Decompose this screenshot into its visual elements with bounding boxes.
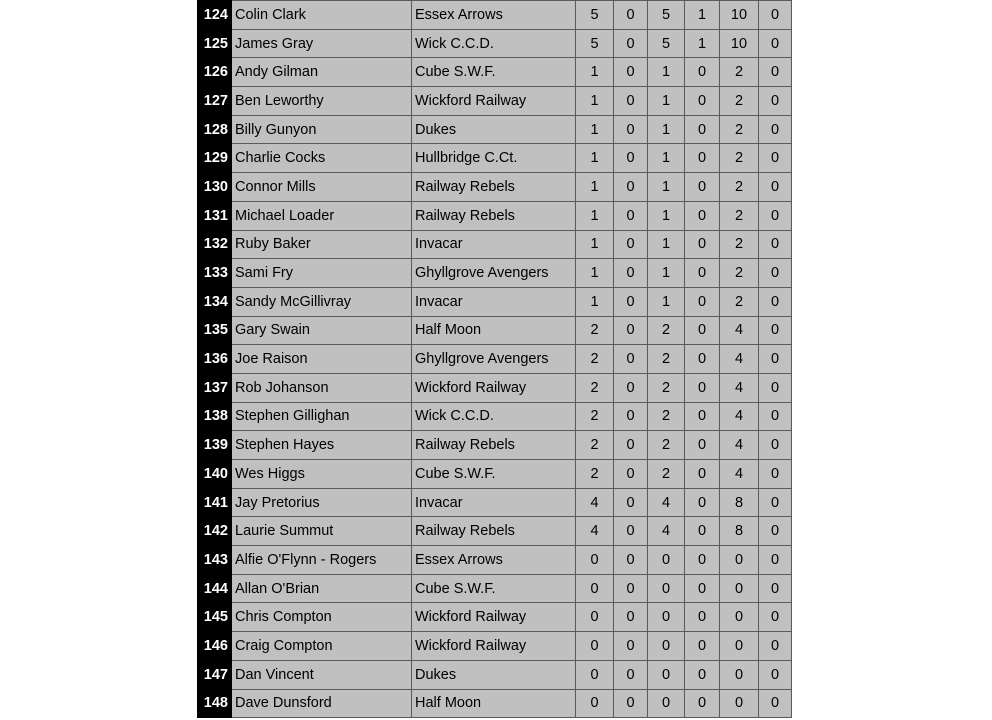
stat-cell-3[interactable]: 2 bbox=[648, 316, 685, 345]
stat-cell-3[interactable]: 1 bbox=[648, 259, 685, 288]
table-row bbox=[198, 58, 792, 87]
player-name-cell[interactable]: Chris Compton bbox=[232, 603, 412, 632]
rank-cell[interactable]: 144 bbox=[198, 574, 232, 603]
stat-cell-3[interactable]: 4 bbox=[648, 517, 685, 546]
stat-cell-1[interactable]: 1 bbox=[576, 173, 614, 202]
player-name-cell[interactable]: Colin Clark bbox=[232, 1, 412, 30]
stat-cell-2[interactable]: 0 bbox=[614, 345, 648, 374]
stat-cell-4[interactable]: 0 bbox=[685, 603, 720, 632]
player-name-cell[interactable]: Billy Gunyon bbox=[232, 115, 412, 144]
stat-cell-4[interactable]: 0 bbox=[685, 431, 720, 460]
stat-cell-5[interactable]: 2 bbox=[720, 173, 759, 202]
table-row bbox=[198, 431, 792, 460]
team-name-cell[interactable]: Wickford Railway bbox=[412, 603, 576, 632]
stat-cell-6[interactable]: 0 bbox=[759, 660, 792, 689]
rank-cell[interactable]: 127 bbox=[198, 87, 232, 116]
stat-cell-4[interactable]: 0 bbox=[685, 259, 720, 288]
stat-cell-3[interactable]: 0 bbox=[648, 574, 685, 603]
team-name-cell[interactable]: Invacar bbox=[412, 230, 576, 259]
rank-cell[interactable]: 145 bbox=[198, 603, 232, 632]
team-name-cell[interactable]: Essex Arrows bbox=[412, 1, 576, 30]
rank-cell[interactable]: 135 bbox=[198, 316, 232, 345]
rank-cell[interactable]: 128 bbox=[198, 115, 232, 144]
stat-cell-1[interactable]: 4 bbox=[576, 488, 614, 517]
stat-cell-4[interactable]: 0 bbox=[685, 144, 720, 173]
rank-cell[interactable]: 129 bbox=[198, 144, 232, 173]
stat-cell-4[interactable]: 0 bbox=[685, 230, 720, 259]
stat-cell-6[interactable]: 0 bbox=[759, 488, 792, 517]
stat-cell-1[interactable]: 1 bbox=[576, 230, 614, 259]
stat-cell-2[interactable]: 0 bbox=[614, 517, 648, 546]
stat-cell-2[interactable]: 0 bbox=[614, 373, 648, 402]
player-name-cell[interactable]: Dave Dunsford bbox=[232, 689, 412, 718]
rank-cell[interactable]: 126 bbox=[198, 58, 232, 87]
stat-cell-5[interactable]: 2 bbox=[720, 58, 759, 87]
rank-cell[interactable]: 140 bbox=[198, 460, 232, 489]
stat-cell-4[interactable]: 0 bbox=[685, 460, 720, 489]
stat-cell-2[interactable]: 0 bbox=[614, 603, 648, 632]
team-name-cell[interactable]: Railway Rebels bbox=[412, 431, 576, 460]
stat-cell-3[interactable]: 0 bbox=[648, 660, 685, 689]
stat-cell-5[interactable]: 0 bbox=[720, 574, 759, 603]
stat-cell-4[interactable]: 0 bbox=[685, 546, 720, 575]
rank-cell[interactable]: 124 bbox=[198, 1, 232, 30]
stat-cell-1[interactable]: 2 bbox=[576, 373, 614, 402]
stat-cell-3[interactable]: 2 bbox=[648, 402, 685, 431]
stat-cell-2[interactable]: 0 bbox=[614, 402, 648, 431]
stat-cell-2[interactable]: 0 bbox=[614, 230, 648, 259]
stat-cell-2[interactable]: 0 bbox=[614, 660, 648, 689]
stat-cell-6[interactable]: 0 bbox=[759, 230, 792, 259]
stat-cell-2[interactable]: 0 bbox=[614, 87, 648, 116]
stat-cell-5[interactable]: 4 bbox=[720, 402, 759, 431]
stat-cell-1[interactable]: 0 bbox=[576, 546, 614, 575]
stat-cell-3[interactable]: 1 bbox=[648, 201, 685, 230]
stat-cell-3[interactable]: 5 bbox=[648, 29, 685, 58]
stat-cell-1[interactable]: 1 bbox=[576, 144, 614, 173]
stat-cell-6[interactable]: 0 bbox=[759, 115, 792, 144]
table-row bbox=[198, 488, 792, 517]
stat-cell-6[interactable]: 0 bbox=[759, 632, 792, 661]
stat-cell-6[interactable]: 0 bbox=[759, 517, 792, 546]
stat-cell-2[interactable]: 0 bbox=[614, 574, 648, 603]
table-row bbox=[198, 460, 792, 489]
team-name-cell[interactable]: Ghyllgrove Avengers bbox=[412, 345, 576, 374]
stat-cell-3[interactable]: 1 bbox=[648, 173, 685, 202]
stat-cell-5[interactable]: 10 bbox=[720, 29, 759, 58]
stat-cell-4[interactable]: 0 bbox=[685, 287, 720, 316]
player-name-cell[interactable]: Stephen Hayes bbox=[232, 431, 412, 460]
stat-cell-3[interactable]: 1 bbox=[648, 144, 685, 173]
stat-cell-1[interactable]: 1 bbox=[576, 201, 614, 230]
stat-cell-1[interactable]: 0 bbox=[576, 632, 614, 661]
stat-cell-5[interactable]: 4 bbox=[720, 460, 759, 489]
stat-cell-2[interactable]: 0 bbox=[614, 460, 648, 489]
table-row bbox=[198, 402, 792, 431]
table-row bbox=[198, 1, 792, 30]
table-row bbox=[198, 259, 792, 288]
stat-cell-5[interactable]: 2 bbox=[720, 201, 759, 230]
player-name-cell[interactable]: Sami Fry bbox=[232, 259, 412, 288]
rank-cell[interactable]: 141 bbox=[198, 488, 232, 517]
stat-cell-2[interactable]: 0 bbox=[614, 287, 648, 316]
table-row bbox=[198, 201, 792, 230]
player-name-cell[interactable]: Allan O'Brian bbox=[232, 574, 412, 603]
stat-cell-5[interactable]: 0 bbox=[720, 689, 759, 718]
stat-cell-3[interactable]: 1 bbox=[648, 87, 685, 116]
stat-cell-6[interactable]: 0 bbox=[759, 58, 792, 87]
stat-cell-2[interactable]: 0 bbox=[614, 173, 648, 202]
table-row bbox=[198, 316, 792, 345]
stat-cell-2[interactable]: 0 bbox=[614, 431, 648, 460]
rank-cell[interactable]: 137 bbox=[198, 373, 232, 402]
team-name-cell[interactable]: Wickford Railway bbox=[412, 87, 576, 116]
team-name-cell[interactable]: Railway Rebels bbox=[412, 517, 576, 546]
stat-cell-5[interactable]: 2 bbox=[720, 115, 759, 144]
stat-cell-1[interactable]: 2 bbox=[576, 345, 614, 374]
stat-cell-2[interactable]: 0 bbox=[614, 144, 648, 173]
stat-cell-3[interactable]: 4 bbox=[648, 488, 685, 517]
standings-table bbox=[197, 0, 792, 718]
player-name-cell[interactable]: Gary Swain bbox=[232, 316, 412, 345]
stat-cell-6[interactable]: 0 bbox=[759, 144, 792, 173]
player-name-cell[interactable]: Ben Leworthy bbox=[232, 87, 412, 116]
stat-cell-4[interactable]: 0 bbox=[685, 173, 720, 202]
rank-cell[interactable]: 133 bbox=[198, 259, 232, 288]
stat-cell-5[interactable]: 4 bbox=[720, 316, 759, 345]
stat-cell-4[interactable]: 0 bbox=[685, 373, 720, 402]
player-name-cell[interactable]: Wes Higgs bbox=[232, 460, 412, 489]
team-name-cell[interactable]: Invacar bbox=[412, 287, 576, 316]
stat-cell-1[interactable]: 2 bbox=[576, 460, 614, 489]
team-name-cell[interactable]: Railway Rebels bbox=[412, 173, 576, 202]
player-name-cell[interactable]: Craig Compton bbox=[232, 632, 412, 661]
stat-cell-3[interactable]: 2 bbox=[648, 460, 685, 489]
stat-cell-3[interactable]: 1 bbox=[648, 115, 685, 144]
table-row bbox=[198, 603, 792, 632]
team-name-cell[interactable]: Half Moon bbox=[412, 689, 576, 718]
team-name-cell[interactable]: Wick C.C.D. bbox=[412, 402, 576, 431]
player-name-cell[interactable]: Dan Vincent bbox=[232, 660, 412, 689]
team-name-cell[interactable]: Wickford Railway bbox=[412, 373, 576, 402]
player-name-cell[interactable]: Sandy McGillivray bbox=[232, 287, 412, 316]
stat-cell-6[interactable]: 0 bbox=[759, 460, 792, 489]
stat-cell-3[interactable]: 2 bbox=[648, 373, 685, 402]
stat-cell-5[interactable]: 2 bbox=[720, 144, 759, 173]
table-row bbox=[198, 115, 792, 144]
stat-cell-3[interactable]: 1 bbox=[648, 58, 685, 87]
stat-cell-1[interactable]: 1 bbox=[576, 58, 614, 87]
stat-cell-4[interactable]: 0 bbox=[685, 87, 720, 116]
stat-cell-6[interactable]: 0 bbox=[759, 173, 792, 202]
rank-cell[interactable]: 143 bbox=[198, 546, 232, 575]
team-name-cell[interactable]: Wickford Railway bbox=[412, 632, 576, 661]
player-name-cell[interactable]: Alfie O'Flynn - Rogers bbox=[232, 546, 412, 575]
stat-cell-5[interactable]: 8 bbox=[720, 488, 759, 517]
stat-cell-5[interactable]: 4 bbox=[720, 345, 759, 374]
stat-cell-3[interactable]: 0 bbox=[648, 689, 685, 718]
rank-cell[interactable]: 130 bbox=[198, 173, 232, 202]
stat-cell-1[interactable]: 0 bbox=[576, 689, 614, 718]
stat-cell-1[interactable]: 1 bbox=[576, 259, 614, 288]
stat-cell-6[interactable]: 0 bbox=[759, 689, 792, 718]
stat-cell-4[interactable]: 0 bbox=[685, 402, 720, 431]
stat-cell-5[interactable]: 0 bbox=[720, 546, 759, 575]
rank-cell[interactable]: 136 bbox=[198, 345, 232, 374]
rank-cell[interactable]: 131 bbox=[198, 201, 232, 230]
stat-cell-5[interactable]: 4 bbox=[720, 431, 759, 460]
stat-cell-2[interactable]: 0 bbox=[614, 201, 648, 230]
stat-cell-3[interactable]: 5 bbox=[648, 1, 685, 30]
team-name-cell[interactable]: Cube S.W.F. bbox=[412, 574, 576, 603]
stat-cell-1[interactable]: 0 bbox=[576, 603, 614, 632]
stat-cell-4[interactable]: 0 bbox=[685, 115, 720, 144]
rank-cell[interactable]: 142 bbox=[198, 517, 232, 546]
stat-cell-2[interactable]: 0 bbox=[614, 689, 648, 718]
rank-cell[interactable]: 139 bbox=[198, 431, 232, 460]
stat-cell-6[interactable]: 0 bbox=[759, 201, 792, 230]
stat-cell-1[interactable]: 1 bbox=[576, 115, 614, 144]
standings-table-body bbox=[198, 1, 792, 718]
stat-cell-1[interactable]: 0 bbox=[576, 660, 614, 689]
stat-cell-1[interactable]: 0 bbox=[576, 574, 614, 603]
player-name-cell[interactable]: Andy Gilman bbox=[232, 58, 412, 87]
stat-cell-5[interactable]: 2 bbox=[720, 259, 759, 288]
stat-cell-6[interactable]: 0 bbox=[759, 29, 792, 58]
rank-cell[interactable]: 125 bbox=[198, 29, 232, 58]
stat-cell-4[interactable]: 0 bbox=[685, 517, 720, 546]
stat-cell-6[interactable]: 0 bbox=[759, 316, 792, 345]
table-row bbox=[198, 517, 792, 546]
stat-cell-5[interactable]: 4 bbox=[720, 373, 759, 402]
stat-cell-3[interactable]: 0 bbox=[648, 603, 685, 632]
stat-cell-6[interactable]: 0 bbox=[759, 1, 792, 30]
stat-cell-5[interactable]: 0 bbox=[720, 603, 759, 632]
stat-cell-2[interactable]: 0 bbox=[614, 546, 648, 575]
stat-cell-3[interactable]: 1 bbox=[648, 230, 685, 259]
player-name-cell[interactable]: Ruby Baker bbox=[232, 230, 412, 259]
table-row bbox=[198, 287, 792, 316]
stat-cell-4[interactable]: 0 bbox=[685, 201, 720, 230]
stat-cell-4[interactable]: 0 bbox=[685, 632, 720, 661]
player-name-cell[interactable]: Joe Raison bbox=[232, 345, 412, 374]
stat-cell-6[interactable]: 0 bbox=[759, 603, 792, 632]
stat-cell-3[interactable]: 0 bbox=[648, 546, 685, 575]
rank-cell[interactable]: 148 bbox=[198, 689, 232, 718]
stat-cell-1[interactable]: 2 bbox=[576, 431, 614, 460]
team-name-cell[interactable]: Cube S.W.F. bbox=[412, 58, 576, 87]
team-name-cell[interactable]: Hullbridge C.Ct. bbox=[412, 144, 576, 173]
player-name-cell[interactable]: Michael Loader bbox=[232, 201, 412, 230]
stat-cell-6[interactable]: 0 bbox=[759, 259, 792, 288]
stat-cell-6[interactable]: 0 bbox=[759, 287, 792, 316]
rank-cell[interactable]: 147 bbox=[198, 660, 232, 689]
stat-cell-3[interactable]: 2 bbox=[648, 431, 685, 460]
player-name-cell[interactable]: Jay Pretorius bbox=[232, 488, 412, 517]
team-name-cell[interactable]: Cube S.W.F. bbox=[412, 460, 576, 489]
stat-cell-1[interactable]: 1 bbox=[576, 287, 614, 316]
stat-cell-6[interactable]: 0 bbox=[759, 373, 792, 402]
rank-cell[interactable]: 146 bbox=[198, 632, 232, 661]
stat-cell-5[interactable]: 10 bbox=[720, 1, 759, 30]
stat-cell-2[interactable]: 0 bbox=[614, 115, 648, 144]
table-row bbox=[198, 632, 792, 661]
table-row bbox=[198, 87, 792, 116]
table-row bbox=[198, 546, 792, 575]
stat-cell-6[interactable]: 0 bbox=[759, 402, 792, 431]
table-row bbox=[198, 373, 792, 402]
table-row bbox=[198, 345, 792, 374]
stat-cell-6[interactable]: 0 bbox=[759, 431, 792, 460]
table-row bbox=[198, 173, 792, 202]
stat-cell-3[interactable]: 1 bbox=[648, 287, 685, 316]
stat-cell-2[interactable]: 0 bbox=[614, 1, 648, 30]
team-name-cell[interactable]: Wick C.C.D. bbox=[412, 29, 576, 58]
team-name-cell[interactable]: Ghyllgrove Avengers bbox=[412, 259, 576, 288]
team-name-cell[interactable]: Dukes bbox=[412, 660, 576, 689]
player-name-cell[interactable]: Laurie Summut bbox=[232, 517, 412, 546]
stat-cell-4[interactable]: 0 bbox=[685, 574, 720, 603]
team-name-cell[interactable]: Half Moon bbox=[412, 316, 576, 345]
table-row bbox=[198, 574, 792, 603]
team-name-cell[interactable]: Railway Rebels bbox=[412, 201, 576, 230]
table-row bbox=[198, 660, 792, 689]
stat-cell-5[interactable]: 0 bbox=[720, 660, 759, 689]
stat-cell-6[interactable]: 0 bbox=[759, 345, 792, 374]
team-name-cell[interactable]: Invacar bbox=[412, 488, 576, 517]
stat-cell-4[interactable]: 0 bbox=[685, 345, 720, 374]
stat-cell-4[interactable]: 1 bbox=[685, 29, 720, 58]
table-row bbox=[198, 689, 792, 718]
stat-cell-4[interactable]: 0 bbox=[685, 660, 720, 689]
rank-cell[interactable]: 132 bbox=[198, 230, 232, 259]
stat-cell-1[interactable]: 5 bbox=[576, 1, 614, 30]
rank-cell[interactable]: 138 bbox=[198, 402, 232, 431]
stat-cell-6[interactable]: 0 bbox=[759, 546, 792, 575]
stat-cell-4[interactable]: 0 bbox=[685, 689, 720, 718]
stat-cell-4[interactable]: 1 bbox=[685, 1, 720, 30]
stat-cell-2[interactable]: 0 bbox=[614, 488, 648, 517]
stat-cell-5[interactable]: 0 bbox=[720, 632, 759, 661]
stat-cell-5[interactable]: 2 bbox=[720, 230, 759, 259]
table-row bbox=[198, 144, 792, 173]
player-name-cell[interactable]: Stephen Gillighan bbox=[232, 402, 412, 431]
rank-cell[interactable]: 134 bbox=[198, 287, 232, 316]
table-row bbox=[198, 29, 792, 58]
stat-cell-4[interactable]: 0 bbox=[685, 316, 720, 345]
stat-cell-1[interactable]: 4 bbox=[576, 517, 614, 546]
team-name-cell[interactable]: Dukes bbox=[412, 115, 576, 144]
player-name-cell[interactable]: Charlie Cocks bbox=[232, 144, 412, 173]
stat-cell-1[interactable]: 2 bbox=[576, 402, 614, 431]
stat-cell-2[interactable]: 0 bbox=[614, 58, 648, 87]
table-row bbox=[198, 230, 792, 259]
team-name-cell[interactable]: Essex Arrows bbox=[412, 546, 576, 575]
stat-cell-6[interactable]: 0 bbox=[759, 87, 792, 116]
stat-cell-4[interactable]: 0 bbox=[685, 58, 720, 87]
player-name-cell[interactable]: Connor Mills bbox=[232, 173, 412, 202]
stat-cell-5[interactable]: 2 bbox=[720, 287, 759, 316]
stat-cell-1[interactable]: 2 bbox=[576, 316, 614, 345]
player-name-cell[interactable]: Rob Johanson bbox=[232, 373, 412, 402]
stat-cell-5[interactable]: 2 bbox=[720, 87, 759, 116]
stat-cell-3[interactable]: 2 bbox=[648, 345, 685, 374]
stat-cell-1[interactable]: 5 bbox=[576, 29, 614, 58]
stat-cell-2[interactable]: 0 bbox=[614, 29, 648, 58]
stat-cell-6[interactable]: 0 bbox=[759, 574, 792, 603]
stat-cell-2[interactable]: 0 bbox=[614, 632, 648, 661]
stat-cell-3[interactable]: 0 bbox=[648, 632, 685, 661]
stat-cell-2[interactable]: 0 bbox=[614, 316, 648, 345]
stat-cell-1[interactable]: 1 bbox=[576, 87, 614, 116]
stat-cell-2[interactable]: 0 bbox=[614, 259, 648, 288]
player-name-cell[interactable]: James Gray bbox=[232, 29, 412, 58]
stat-cell-5[interactable]: 8 bbox=[720, 517, 759, 546]
stat-cell-4[interactable]: 0 bbox=[685, 488, 720, 517]
